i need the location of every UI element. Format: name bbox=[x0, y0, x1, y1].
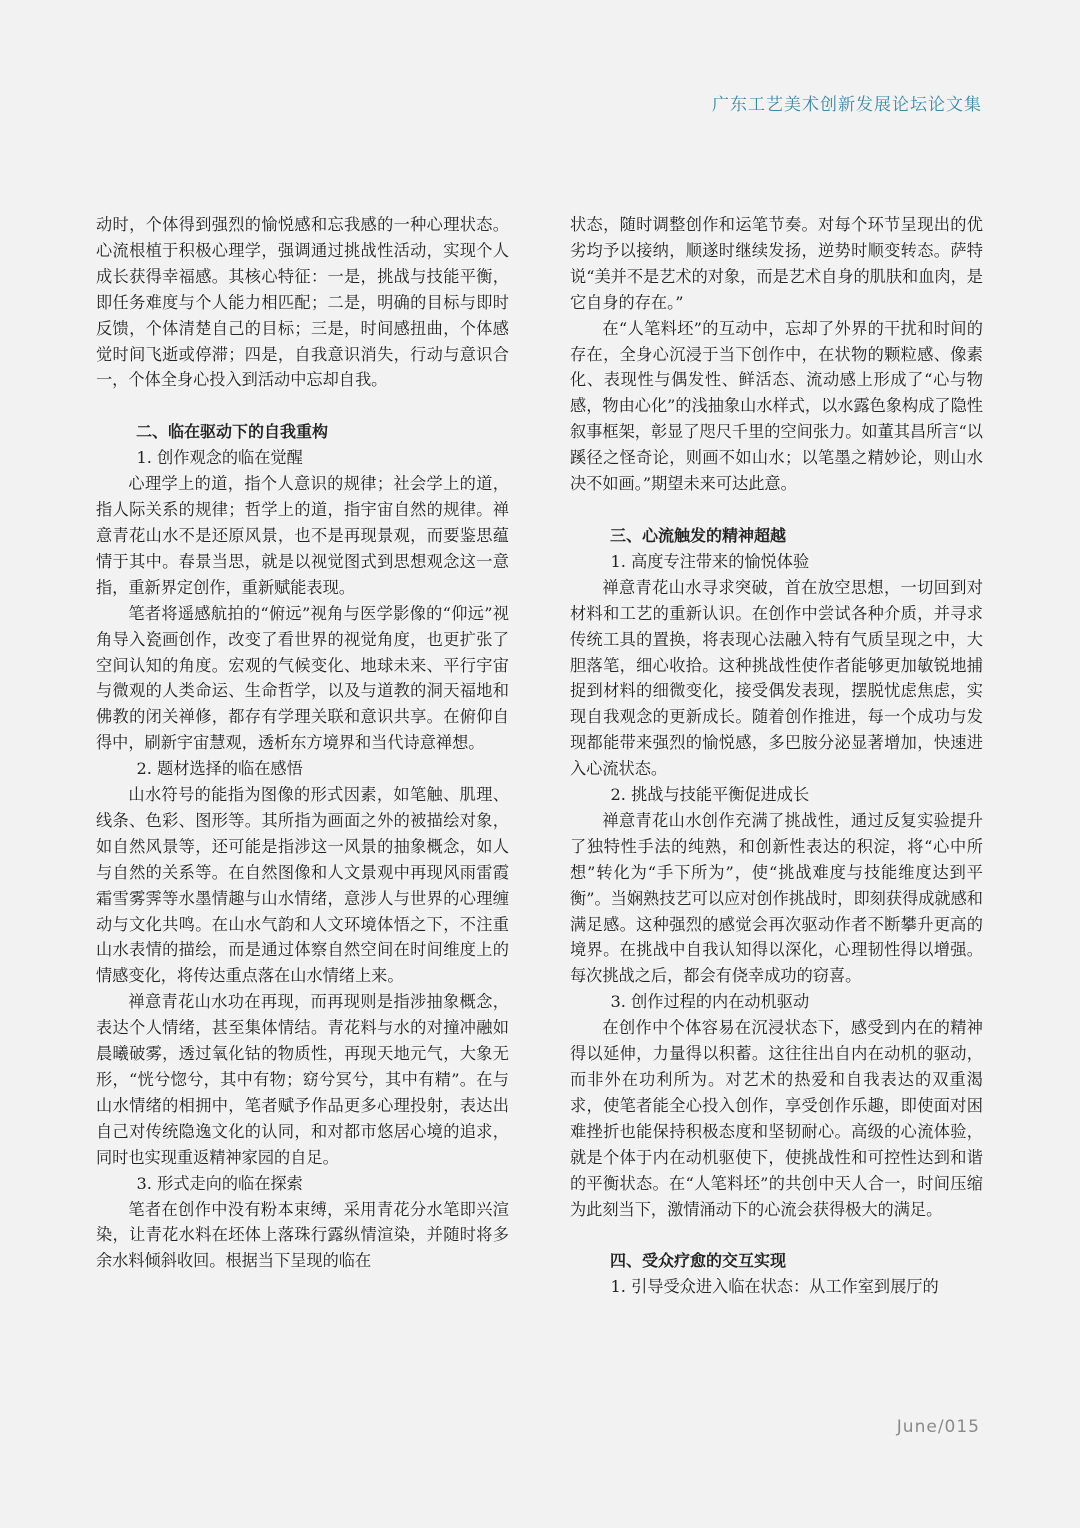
paragraph: 心理学上的道，指个人意识的规律；社会学上的道，指人际关系的规律；哲学上的道，指宇宙自然的规律。禅意青花山水不是还原风景，也不是再现景观，而要鉴思蕴情于其中。春景当思，就是以视觉图式到思想观念这一意指，重新界定创作，重新赋能表现。 bbox=[96, 474, 509, 597]
page-number: June/015 bbox=[896, 1417, 980, 1437]
spacer bbox=[96, 393, 509, 419]
section-heading: 三、心流触发的精神超越 bbox=[610, 525, 787, 545]
subsection-heading: 3. 创作过程的内在动机驱动 bbox=[610, 992, 810, 1012]
subsection-heading: 1. 高度专注带来的愉悦体验 bbox=[610, 551, 810, 571]
subsection-heading: 2. 挑战与技能平衡促进成长 bbox=[610, 785, 810, 805]
right-column bbox=[570, 212, 983, 1300]
paragraph: 笔者将遥感航拍的“俯远”视角与医学影像的“仰远”视角导入瓷画创作，改变了看世界的视觉角度，也更扩张了空间认知的角度。宏观的气候变化、地球未来、平行宇宙与微观的人类命运、生命哲学，以及与道教的洞天福地和佛教的闭关禅修，都存有学理关联和意识共享。在俯仰自得中，刷新宇宙慧观，透析东方境界和当代诗意禅想。 bbox=[96, 603, 509, 753]
paragraph: 禅意青花山水功在再现，而再现则是指涉抽象概念，表达个人情绪，甚至集体情结。青花料与水的对撞冲融如晨曦破雾，透过氧化钴的物质性，再现天地元气，大象无形，“恍兮惚兮，其中有物；窈兮冥兮，其中有精”。在与山水情绪的相拥中，笔者赋予作品更多心理投射，表达出自己对传统隐逸文化的认同，和对都市悠居心境的追求，同时也实现重返精神家园的自足。 bbox=[96, 992, 509, 1167]
paragraph: 状态，随时调整创作和运笔节奏。对每个环节呈现出的优劣均予以接纳，顺遂时继续发扬，逆势时顺变转态。萨特说“美并不是艺术的对象，而是艺术自身的肌肤和血肉，是它自身的存在。” bbox=[570, 215, 983, 312]
section-heading: 四、受众疗愈的交互实现 bbox=[610, 1251, 787, 1271]
running-title: 广东工艺美术创新发展论坛论文集 bbox=[712, 95, 982, 115]
left-column bbox=[96, 212, 509, 1274]
spacer bbox=[570, 497, 983, 523]
paragraph: 在创作中个体容易在沉浸状态下，感受到内在的精神得以延伸，力量得以积蓄。这往往出自内在动机的驱动，而非外在功利所为。对艺术的热爱和自我表达的双重渴求，使笔者能全心投入创作，享受创作乐趣，即使面对困难挫折也能保持积极态度和坚韧耐心。高级的心流体验，就是个体于内在动机驱使下，使挑战性和可控性达到和谐的平衡状态。在“人笔料坯”的共创中天人合一，时间压缩为此刻当下，激情涌动下的心流会获得极大的满足。 bbox=[570, 1018, 983, 1219]
section-heading: 二、临在驱动下的自我重构 bbox=[136, 422, 329, 442]
paragraph: 禅意青花山水创作充满了挑战性，通过反复实验提升了独特性手法的纯熟，和创新性表达的积淀，将“心中所想”转化为“手下所为”，使“挑战难度与技能维度达到平衡”。当娴熟技艺可以应对创作挑战时，即刻获得成就感和满足感。这种强烈的感觉会再次驱动作者不断攀升更高的境界。在挑战中自我认知得以深化，心理韧性得以增强。每次挑战之后，都会有侥幸成功的窃喜。 bbox=[570, 810, 983, 986]
subsection-heading: 3. 形式走向的临在探索 bbox=[136, 1173, 303, 1193]
paragraph: 笔者在创作中没有粉本束缚，采用青花分水笔即兴渲染，让青花水料在坯体上落珠行露纵情渲染，并随时将多余水料倾斜收回。根据当下呈现的临在 bbox=[96, 1199, 509, 1271]
subsection-heading: 1. 创作观念的临在觉醒 bbox=[136, 448, 303, 468]
paragraph: 在“人笔料坯”的互动中，忘却了外界的干扰和时间的存在，全身心沉浸于当下创作中，在状物的颗粒感、像素化、表现性与偶发性、鲜活态、流动感上形成了“心与物感，物由心化”的浅抽象山水样式，以水露色象构成了隐性叙事框架，彰显了咫尺千里的空间张力。如董其昌所言“以蹊径之怪奇论，则画不如山水；以笔墨之精妙论，则山水决不如画。”期望未来可达此意。 bbox=[570, 318, 983, 494]
paragraph: 禅意青花山水寻求突破，首在放空思想，一切回到对材料和工艺的重新认识。在创作中尝试各种介质，并寻求传统工具的置换，将表现心法融入特有气质呈现之中，大胆落笔，细心收拾。这种挑战性使作者能够更加敏锐地捕捉到材料的细微变化，接受偶发表现，摆脱忧虑焦虑，实现自我观念的更新成长。随着创作推进，每一个成功与发现都能带来强烈的愉悦感，多巴胺分泌显著增加，快速进入心流状态。 bbox=[570, 577, 983, 779]
subsection-heading: 2. 题材选择的临在感悟 bbox=[136, 759, 303, 779]
spacer bbox=[570, 1222, 983, 1248]
paragraph: 动时，个体得到强烈的愉悦感和忘我感的一种心理状态。心流根植于积极心理学，强调通过挑战性活动，实现个人成长获得幸福感。其核心特征：一是，挑战与技能平衡，即任务难度与个人能力相匹配；二是，明确的目标与即时反馈，个体清楚自己的目标；三是，时间感扭曲，个体感觉时间飞逝或停滞；四是，自我意识消失，行动与意识合一，个体全身心投入到活动中忘却自我。 bbox=[96, 215, 509, 390]
subsection-heading: 1. 引导受众进入临在状态：从工作室到展厅的 bbox=[610, 1277, 939, 1297]
paragraph: 山水符号的能指为图像的形式因素，如笔触、肌理、线条、色彩、图形等。其所指为画面之外的被描绘对象，如自然风景等，还可能是指涉这一风景的抽象概念，如人与自然的关系等。在自然图像和人文景观中再现风雨雷霞霜雪雾霁等水墨情趣与山水情绪，意涉人与世界的心理缠动与文化共鸣。在山水气韵和人文环境体悟之下，不注重山水表情的描绘，而是通过体察自然空间在时间维度上的情感变化，将传达重点落在山水情绪上来。 bbox=[96, 785, 509, 986]
